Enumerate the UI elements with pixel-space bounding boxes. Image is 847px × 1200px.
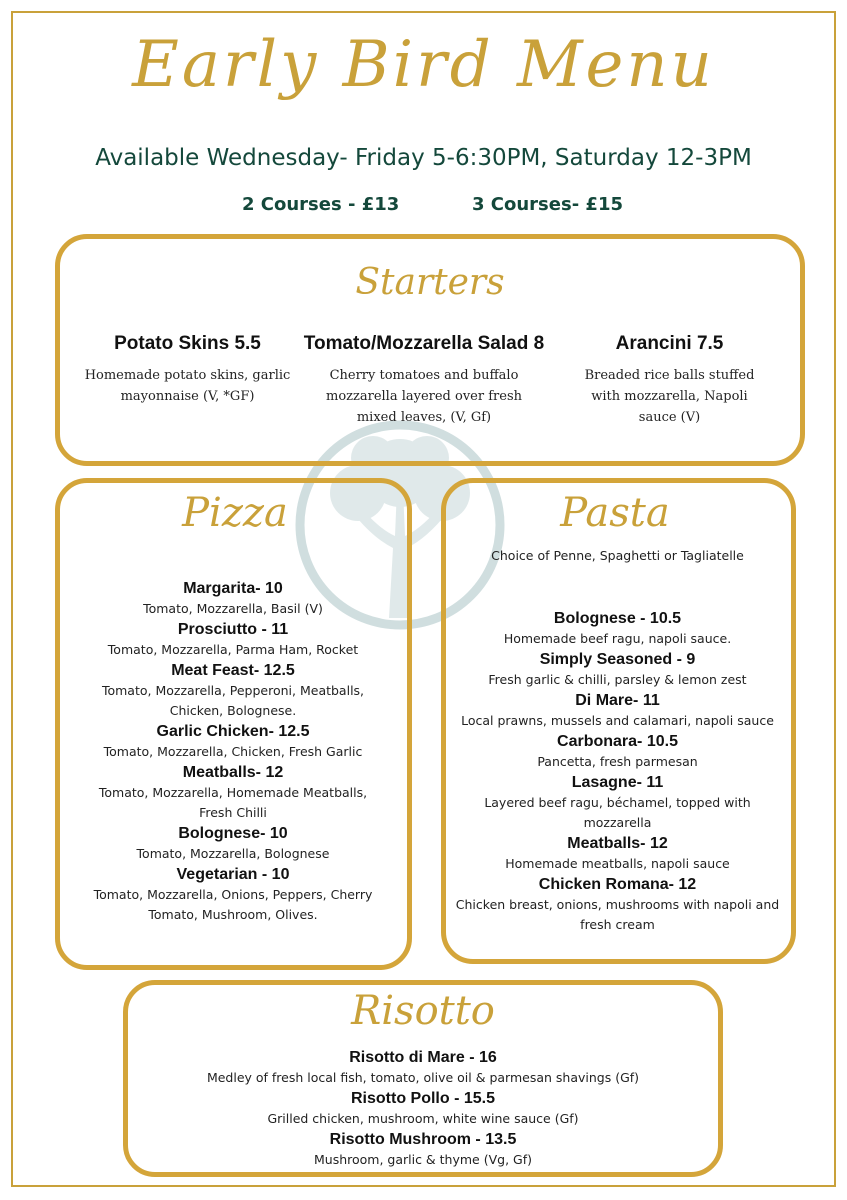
pizza-item bbox=[83, 762, 383, 823]
pizza-description: Tomato, Mozzarella, Onions, Peppers, Cherry Tomato, Mushroom, Olives. bbox=[93, 887, 373, 922]
pasta-name: Carbonara- 10.5 bbox=[557, 733, 678, 750]
risotto-name: Risotto Mushroom - 13.5 bbox=[329, 1131, 517, 1148]
pasta-intro: Choice of Penne, Spaghetti or Tagliatelle bbox=[491, 548, 744, 563]
risotto-item bbox=[140, 1088, 706, 1129]
pizza-title: Pizza bbox=[182, 490, 288, 536]
pasta-name: Di Mare- 11 bbox=[575, 692, 660, 709]
risotto-item bbox=[140, 1047, 706, 1088]
pizza-description: Tomato, Mozzarella, Pepperoni, Meatballs, Chicken, Bolognese. bbox=[101, 683, 365, 718]
risotto-description: Grilled chicken, mushroom, white wine sauce (Gf) bbox=[267, 1111, 579, 1126]
starter-name: Potato Skins 5.5 bbox=[114, 333, 261, 354]
starter-description: Breaded rice balls stuffed with mozzarella, Napoli sauce (V) bbox=[584, 368, 755, 425]
pasta-item bbox=[450, 649, 785, 690]
pasta-item bbox=[450, 690, 785, 731]
pasta-description: Fresh garlic & chilli, parsley & lemon zest bbox=[488, 672, 747, 687]
pizza-item bbox=[83, 619, 383, 660]
pizza-item bbox=[83, 660, 383, 721]
pasta-description: Homemade meatballs, napoli sauce bbox=[505, 856, 730, 871]
risotto-description: Medley of fresh local fish, tomato, olive oil & parmesan shavings (Gf) bbox=[206, 1070, 640, 1085]
pasta-item bbox=[450, 731, 785, 772]
pizza-description: Tomato, Mozzarella, Chicken, Fresh Garlic bbox=[103, 744, 363, 759]
starter-description: Homemade potato skins, garlic mayonnaise (V, *GF) bbox=[84, 368, 291, 404]
pasta-name: Bolognese - 10.5 bbox=[553, 610, 682, 627]
menu-title: Early Bird Menu bbox=[132, 28, 715, 102]
pasta-item bbox=[450, 833, 785, 874]
pasta-description: Chicken breast, onions, mushrooms with napoli and fresh cream bbox=[455, 897, 780, 932]
pizza-name: Garlic Chicken- 12.5 bbox=[156, 723, 310, 740]
pizza-description: Tomato, Mozzarella, Parma Ham, Rocket bbox=[107, 642, 359, 657]
pizza-name: Bolognese- 10 bbox=[178, 825, 288, 842]
pizza-description: Tomato, Mozzarella, Bolognese bbox=[136, 846, 330, 861]
pizza-description: Tomato, Mozzarella, Basil (V) bbox=[143, 601, 323, 616]
pizza-item bbox=[83, 864, 383, 925]
starter-name: Tomato/Mozzarella Salad 8 bbox=[303, 333, 545, 354]
risotto-name: Risotto di Mare - 16 bbox=[349, 1049, 497, 1066]
starter-description: Cherry tomatoes and buffalo mozzarella layered over fresh mixed leaves, (V, Gf) bbox=[326, 368, 522, 425]
pizza-item bbox=[83, 823, 383, 864]
pizza-name: Prosciutto - 11 bbox=[177, 621, 289, 638]
pasta-name: Simply Seasoned - 9 bbox=[539, 651, 696, 668]
pizza-description: Tomato, Mozzarella, Homemade Meatballs, Fresh Chilli bbox=[98, 785, 368, 820]
availability-hours: Available Wednesday- Friday 5-6:30PM, Saturday 12-3PM bbox=[95, 145, 752, 171]
pasta-item bbox=[450, 772, 785, 833]
starter-item bbox=[568, 333, 771, 428]
starter-item bbox=[293, 333, 555, 428]
pizza-name: Meatballs- 12 bbox=[182, 764, 284, 781]
starter-name: Arancini 7.5 bbox=[615, 333, 724, 354]
starter-item bbox=[75, 333, 300, 407]
pasta-name: Lasagne- 11 bbox=[571, 774, 664, 791]
pasta-description: Local prawns, mussels and calamari, napoli sauce bbox=[461, 713, 774, 728]
pasta-name: Chicken Romana- 12 bbox=[538, 876, 697, 893]
pasta-description: Pancetta, fresh parmesan bbox=[537, 754, 698, 769]
pizza-name: Meat Feast- 12.5 bbox=[171, 662, 295, 679]
price-two-courses: 2 Courses - £13 bbox=[242, 194, 400, 215]
risotto-title: Risotto bbox=[351, 988, 495, 1034]
pizza-name: Vegetarian - 10 bbox=[176, 866, 290, 883]
pasta-item bbox=[450, 874, 785, 935]
pasta-list bbox=[450, 608, 785, 935]
pasta-description: Layered beef ragu, béchamel, topped with mozzarella bbox=[484, 795, 751, 830]
price-three-courses: 3 Courses- £15 bbox=[472, 194, 624, 215]
pasta-item bbox=[450, 608, 785, 649]
pasta-name: Meatballs- 12 bbox=[567, 835, 668, 852]
risotto-name: Risotto Pollo - 15.5 bbox=[350, 1090, 495, 1107]
pasta-title: Pasta bbox=[560, 490, 670, 536]
risotto-description: Mushroom, garlic & thyme (Vg, Gf) bbox=[313, 1152, 532, 1167]
starters-title: Starters bbox=[355, 262, 505, 303]
pizza-name: Margarita- 10 bbox=[183, 580, 283, 597]
pizza-item bbox=[83, 721, 383, 762]
pizza-list bbox=[83, 578, 383, 925]
risotto-item bbox=[140, 1129, 706, 1170]
risotto-list bbox=[140, 1047, 706, 1170]
pasta-description: Homemade beef ragu, napoli sauce. bbox=[503, 631, 732, 646]
pizza-item bbox=[83, 578, 383, 619]
